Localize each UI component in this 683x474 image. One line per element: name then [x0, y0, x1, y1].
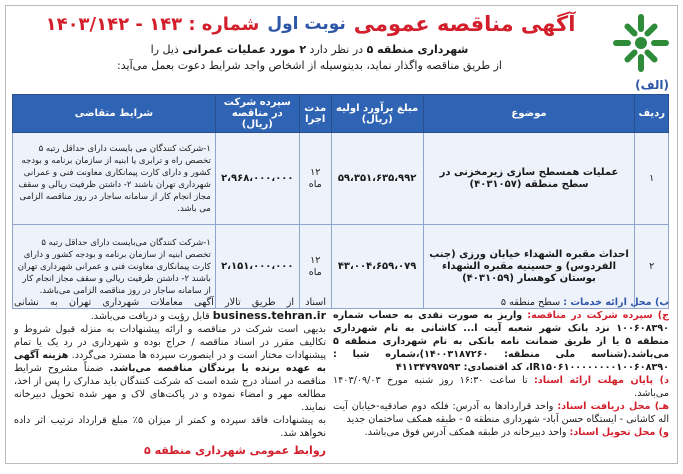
label-b: ب) محل ارائه خدمات :: [563, 297, 669, 308]
header-duration: مدت اجرا: [299, 95, 331, 133]
header-row-number: ردیف: [635, 95, 669, 133]
p1-end: قابل رؤیت و دریافت می‌باشد.: [90, 311, 213, 322]
intro-mid: در نظر دارد: [306, 43, 367, 56]
intro-end: ذیل را: [150, 43, 183, 56]
documents-location: [333, 400, 669, 426]
public-relations-footer: روابط عمومی شهرداری منطقه ۵: [144, 444, 326, 457]
p3-text: ضمناً مشروح شرایط مناقصه در اسناد درج شده است که شرکت کنندگان باید مدارک را پس از اخذ، مطالعه مهر و امضاء نموده و در پاکت‌های لاک و مهر شده تحویل دبیرخانه نمایند.: [14, 363, 326, 413]
row-deposit: ۲،۱۵۱،۰۰۰،۰۰۰: [215, 225, 299, 309]
text-j: واریز به صورت نقدی به حساب شماره ۱۰۰۶۰۸۳۹۰ نزد بانک شهر شعبه آیت ا... کاشانی به نام شهرداری منطقه ۵ یا از طریق ضمانت نامه بانکی به نام شهرداری منطقه ۵ می‌باشد.(شناسه ملی منطقه: ۱۴۰۰۳۱۸۷۲۶۰)،شماره شبا : IR۱۵۰۶۱۰۰۰۰۰۰۰۰۱۰۰۶۰۸۳۹۰، کد اقتصادی: ۴۱۱۳۴۷۹۷۵۹۳: [333, 310, 670, 373]
table-row: [13, 133, 669, 225]
tender-table: [12, 94, 669, 309]
section-alef-label: (الف): [635, 78, 669, 92]
row-conditions: ۱-شرکت کنندگان می بایست دارای حداقل رتبه ۵ تخصص راه و ترابری یا ابنیه از سازمان برنامه و بودجه کشور و دارای کارت پیمانکاری معاونت فنی و عمرانی شهرداری تهران باشند ۲- داشتن ظرفیت ریالی و سقف مجاز انجام کار از سامانه ساجار در روز مناقصه الزامی می باشد.: [13, 133, 216, 225]
row-duration: ۱۲ ماه: [299, 133, 331, 225]
participation-terms: [14, 323, 326, 414]
tender-notice: [5, 5, 678, 464]
text-d: تا ساعت ۱۶:۳۰ روز شنبه مورخ ۱۴۰۳/۰۹/۰۳ می‌باشد.: [333, 375, 669, 399]
tehran-municipality-logo-icon: [611, 12, 671, 74]
row-duration: ۱۲ ماه: [299, 225, 331, 309]
details-left-column: [14, 296, 326, 457]
label-v: و) محل تحویل اسناد:: [569, 427, 669, 438]
label-j: ج) سپرده شرکت در مناقصه:: [527, 310, 669, 321]
documents-access: [14, 296, 326, 323]
text-h: واحد قراردادها به آدرس: فلکه دوم صادقیه-خیابان آیت اله کاشانی - ایستگاه حسن آباد- شهرداری منطقه ۵ - طبقه همکف ساختمان جدید: [333, 401, 669, 425]
header-deposit: سپرده شرکت در مناقصه (ریال): [215, 95, 299, 133]
notice-header: [14, 8, 607, 40]
text-b: سطح منطقه ۵: [500, 297, 564, 308]
service-location: [333, 296, 669, 309]
row-subject: عملیات همسطح سازی زیرمخزنی در سطح منطقه (۴۰۳۱۰۵۷): [423, 133, 635, 225]
delivery-location: [333, 426, 669, 439]
deposit-info: [333, 309, 669, 374]
text-v: واحد دبیرخانه در طبقه همکف آدرس فوق می‌باشد.: [364, 427, 570, 438]
notice-number: شماره : ۱۴۳ - ۱۴۰۳/۱۴۲: [45, 13, 260, 35]
row-deposit: ۲،۹۶۸،۰۰۰،۰۰۰: [215, 133, 299, 225]
row-number: ۲: [635, 225, 669, 309]
intro-project-count: ۲ مورد عملیات عمرانی: [182, 43, 307, 56]
intro-text: [14, 42, 605, 74]
row-number: ۱: [635, 133, 669, 225]
header-subject: موضوع: [423, 95, 635, 133]
label-d: د) پایان مهلت ارائه اسناد:: [533, 375, 669, 386]
header-conditions: شرایط متقاضی: [13, 95, 216, 133]
header-estimate: مبلغ برآورد اولیه (ریال): [331, 95, 423, 133]
intro-municipality: شهرداری منطقه ۵: [366, 43, 469, 56]
ad-cost-note: هزینه آگهی به عهده برنده یا برندگان مناقصه می‌باشد.: [14, 350, 326, 374]
deposit-warning: به پیشنهادات فاقد سپرده و کمتر از میزان ۵٪ مبلغ قرارداد ترتیب اثر داده نخواهد شد.: [14, 415, 326, 439]
row-subject: احداث مقبره الشهداء خیابان ورزی (جنب الفردوس) و حسینیه مقبره الشهداء بوستان کوهسار (۴۰۳۱۰۵۹): [423, 225, 635, 309]
business-portal-link[interactable]: business.tehran.ir: [212, 309, 326, 322]
intro-line-1: [14, 42, 605, 58]
table-header-row: [13, 95, 669, 133]
intro-line-2: از طریق مناقصه واگذار نماید، بدینوسیله از اشخاص واجد شرایط دعوت بعمل می‌آید:: [117, 59, 502, 72]
label-h: هـ) محل دریافت اسناد:: [557, 401, 670, 412]
details-right-column: [333, 296, 669, 439]
row-estimate: ۴۳،۰۰۴،۶۵۹،۰۷۹: [331, 225, 423, 309]
deadline-info: [333, 374, 669, 400]
p1-start: اسناد از طریق تالار آگهی معاملات شهرداری تهران به نشانی: [14, 297, 326, 308]
notice-details: [14, 296, 669, 456]
row-conditions: ۱-شرکت کنندگان می‌بایست دارای حداقل رتبه ۵ تخصص ابنیه از سازمان برنامه و بودجه کشور و دارای کارت پیمانکاری معاونت فنی و عمرانی شهرداری تهران باشند ۲- داشتن ظرفیت ریالی و سقف مجاز انجام کار از سامانه ساجار در روز مناقصه الزامی می‌باشد.: [13, 225, 216, 309]
notice-round: نوبت اول: [267, 14, 346, 34]
notice-title: آگهی مناقصه عمومی: [353, 12, 576, 36]
p2-text: بدیهی است شرکت در مناقصه و ارائه پیشنهادات به منزله قبول شروط و تکالیف مقرر در اسناد مناقصه / حراج بوده و شهرداری در رد یک یا تمام پیشنهادات مختار است و در اینصورت سپرده ها مسترد می‌گردد.: [14, 324, 326, 361]
row-estimate: ۵۹،۳۵۱،۶۳۵،۹۹۲: [331, 133, 423, 225]
